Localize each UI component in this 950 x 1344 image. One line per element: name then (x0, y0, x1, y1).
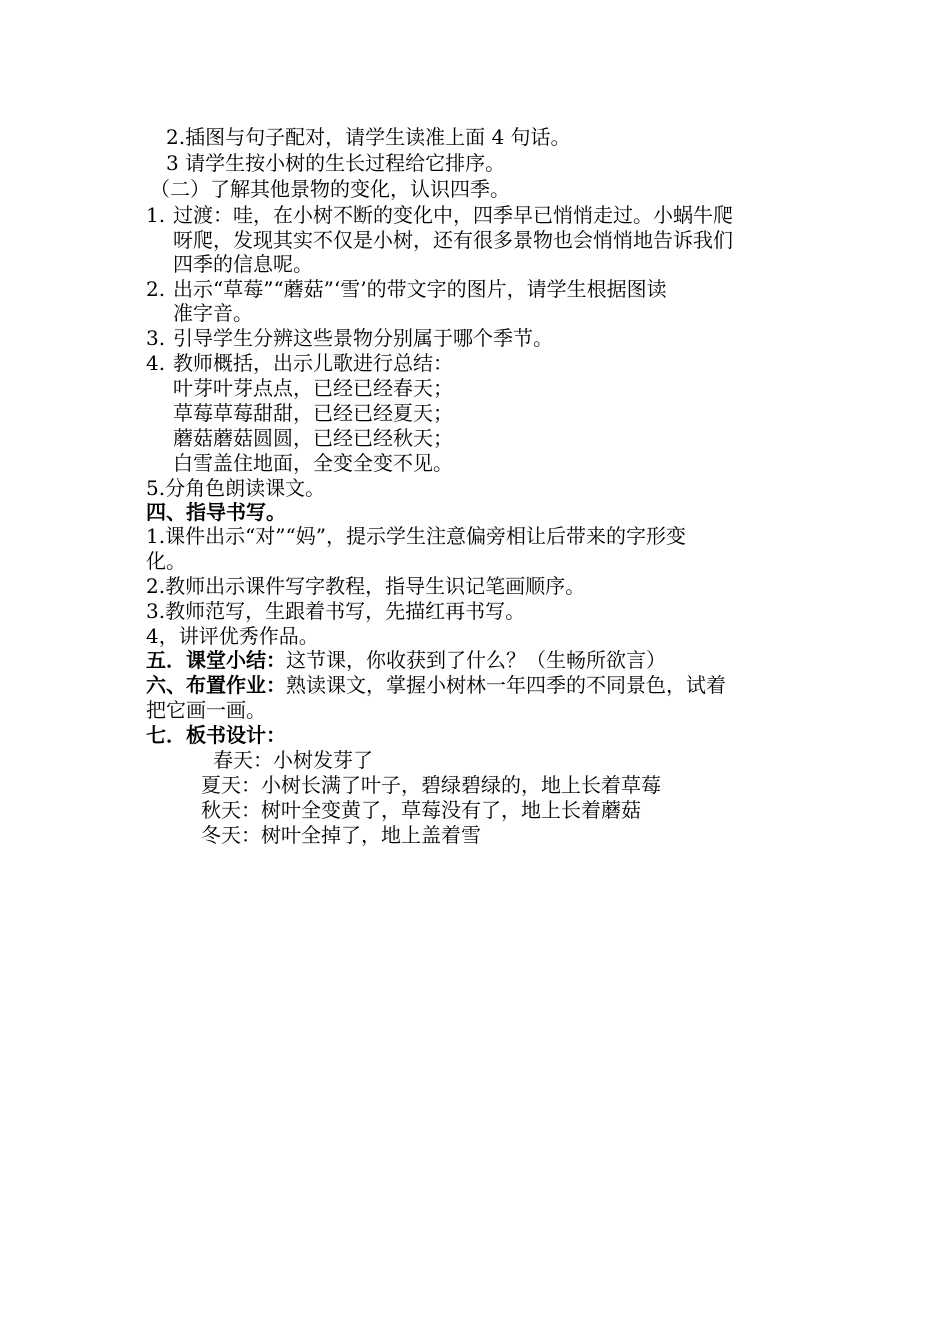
list-text: 教师概括，出示儿歌进行总结： (173, 351, 453, 375)
writing-step-1: 1.课件出示“对”“妈”，提示学生注意偏旁相让后带来的字形变 (146, 524, 686, 548)
section-5-line (146, 648, 811, 672)
list-text: 出示“草莓”“蘑菇”‘雪’的带文字的图片，请学生根据图读 (173, 277, 667, 301)
section-5-label: 五．课堂小结： (146, 648, 286, 672)
step-2-line: 2.插图与句子配对，请学生读准上面 4 句话。 (166, 125, 571, 149)
section-5-text: 这节课，你收获到了什么？（生畅所欲言） (286, 648, 666, 672)
section-2-heading: （二）了解其他景物的变化，认识四季。 (150, 177, 510, 201)
section-6-line-cont: 把它画一画。 (146, 698, 266, 722)
list-text: 呀爬，发现其实不仅是小树，还有很多景物也会悄悄地告诉我们 (173, 228, 733, 252)
section-6-label: 六、布置作业： (146, 673, 286, 697)
poem-line: 叶芽叶芽点点，已经已经春天； (173, 376, 453, 400)
writing-step-3: 3.教师范写，生跟着书写，先描红再书写。 (146, 599, 526, 623)
board-design-summer: 夏天：小树长满了叶子，碧绿碧绿的，地上长着草莓 (201, 773, 661, 797)
board-design-spring: 春天：小树发芽了 (213, 748, 373, 772)
list-text: 过渡：哇，在小树不断的变化中，四季早已悄悄走过。小蜗牛爬 (173, 203, 733, 227)
list-number: 2. (146, 277, 166, 301)
writing-step-4: 4，讲评优秀作品。 (146, 624, 319, 648)
poem-line: 白雪盖住地面，全变全变不见。 (173, 451, 453, 475)
writing-step-1-cont: 化。 (146, 549, 186, 573)
board-design-autumn: 秋天：树叶全变黄了，草莓没有了，地上长着蘑菇 (201, 798, 641, 822)
writing-step-2: 2.教师出示课件写字教程，指导生识记笔画顺序。 (146, 574, 586, 598)
list-text: 四季的信息呢。 (173, 252, 313, 276)
list-number: 4. (146, 351, 166, 375)
step-5-line: 5.分角色朗读课文。 (146, 476, 326, 500)
poem-line: 草莓草莓甜甜，已经已经夏天； (173, 401, 453, 425)
list-number: 3. (146, 326, 166, 350)
section-4-heading: 四、指导书写。 (146, 500, 286, 524)
section-6-line (146, 673, 811, 697)
board-design-winter: 冬天：树叶全掉了，地上盖着雪 (201, 823, 481, 847)
list-number: 1. (146, 203, 166, 227)
section-6-text: 熟读课文，掌握小树林一年四季的不同景色，试着 (286, 673, 726, 697)
poem-line: 蘑菇蘑菇圆圆，已经已经秋天； (173, 426, 453, 450)
list-text: 准字音。 (173, 301, 253, 325)
section-7-heading: 七．板书设计： (146, 723, 286, 747)
list-text: 引导学生分辨这些景物分别属于哪个季节。 (173, 326, 553, 350)
step-3-line: 3 请学生按小树的生长过程给它排序。 (166, 151, 506, 175)
